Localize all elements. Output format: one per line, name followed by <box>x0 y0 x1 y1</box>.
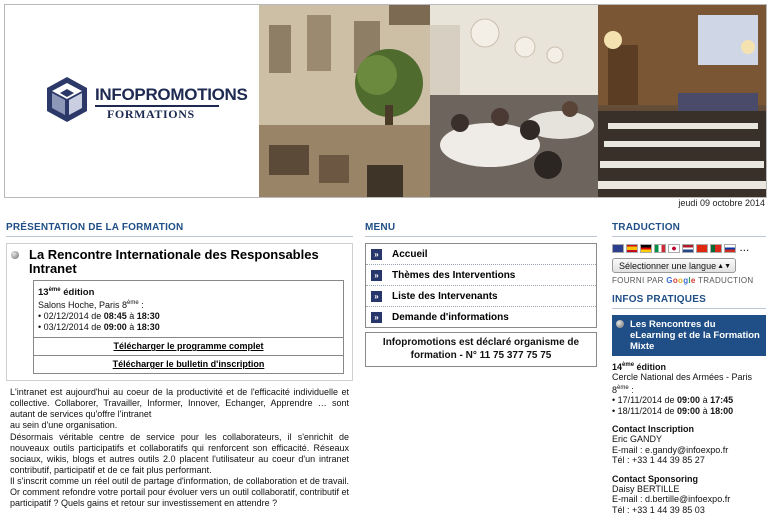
contact-inscription-phone: Tél : +33 1 44 39 85 27 <box>612 455 705 466</box>
sidebar-column <box>612 222 766 515</box>
paragraph: Il s'inscrit comme un réel outil de partage d'information, de collaboration et de travail. Or comment refondre votre portail pour évoluer vers un outil collaboratif, contributif et participatif ? Quels gains et retour sur investissement en attendre ? <box>10 475 349 509</box>
chevron-down-icon: ▲▼ <box>717 263 731 270</box>
current-date: jeudi 09 octobre 2014 <box>678 198 765 208</box>
dining-hall-photo-image <box>430 5 598 197</box>
contact-sponsoring-heading: Contact Sponsoring <box>612 473 698 484</box>
presentation-column <box>6 222 353 509</box>
paragraph: L'intranet est aujourd'hui au coeur de la productivité et de l'efficacité individuelle et collective. Collaborer, Travailler, Informer, Innover, Echanger, Apprendre … sont autant de services qu'offre l'intranet <box>10 387 349 420</box>
menu-item-informations[interactable]: » Demande d'informations <box>366 307 596 327</box>
venue: Cercle National des Armées - Paris 8ème : <box>612 372 753 395</box>
menu-item-intervenants[interactable]: » Liste des Intervenants <box>366 286 596 307</box>
date-line-1: • 17/11/2014 de 09:00 à 17:45 <box>612 395 734 406</box>
download-program-link[interactable]: Télécharger le programme complet <box>34 337 343 355</box>
email-link[interactable]: e.gandy@infoexpo.fr <box>645 444 729 455</box>
flag-es-icon[interactable] <box>626 244 638 253</box>
other-event-card[interactable]: Les Rencontres du eLearning et de la Formation Mixte <box>612 315 766 356</box>
organisation-note: Infopromotions est déclaré organisme de formation - N° 11 75 377 75 75 <box>365 332 597 367</box>
conference-photo-image <box>598 5 766 197</box>
contact-sponsoring-name: Daisy BERTILLE <box>612 484 680 495</box>
flag-de-icon[interactable] <box>640 244 652 253</box>
training-description <box>10 387 349 509</box>
paragraph: Désormais véritable centre de service pour les collaborateurs, il s'enrichit de nouveaux outils participatifs et collaboratifs qui renforcent son efficacité. Réseaux sociaux, wikis, blogs et autres outils 2.0 placent l'utilisateur au coeur d'un intranet contributif, participatif et de ce fait plus performant. <box>10 431 349 475</box>
flag-en-icon[interactable] <box>612 244 624 253</box>
banner-photo-building <box>259 5 430 197</box>
contact-sponsoring-email: E-mail : d.bertille@infoexpo.fr <box>612 494 731 505</box>
presentation-section-title: PRÉSENTATION DE LA FORMATION <box>6 222 353 237</box>
download-form-link[interactable]: Télécharger le bulletin d'inscription <box>34 355 343 373</box>
flag-ru-icon[interactable] <box>724 244 736 253</box>
edition: 13ème édition <box>38 287 95 299</box>
cube-logo-icon <box>43 75 91 123</box>
header-banner <box>4 4 767 198</box>
double-chevron-right-icon: » <box>371 312 382 323</box>
banner-photo-conference <box>598 5 766 197</box>
venue: Salons Hoche, Paris 8ème : <box>38 300 144 311</box>
translation-section-title: TRADUCTION <box>612 222 766 237</box>
double-chevron-right-icon: » <box>371 249 382 260</box>
email-link[interactable]: d.bertille@infoexpo.fr <box>645 494 731 505</box>
more-languages[interactable]: ... <box>740 243 750 253</box>
event-info <box>34 281 343 337</box>
training-title: La Rencontre Internationale des Responsables Intranet <box>29 247 319 276</box>
menu-item-accueil[interactable]: » Accueil <box>366 244 596 265</box>
main-menu <box>365 243 597 328</box>
infopromotions-logo[interactable] <box>43 75 248 131</box>
menu-section-title: MENU <box>365 222 597 237</box>
logo-name: INFOPROMOTIONS <box>95 85 248 104</box>
flag-pt-icon[interactable] <box>710 244 722 253</box>
contact-sponsoring-phone: Tél : +33 1 44 39 85 03 <box>612 504 705 515</box>
powered-by-google[interactable]: FOURNI PAR Google TRADUCTION <box>612 276 754 285</box>
infos-section-title: INFOS PRATIQUES <box>612 294 766 309</box>
contact-inscription-heading: Contact Inscription <box>612 424 695 435</box>
building-photo-image <box>259 5 430 197</box>
logo-subtitle: FORMATIONS <box>107 107 195 121</box>
flag-it-icon[interactable] <box>654 244 666 253</box>
bullet-icon <box>616 320 624 328</box>
contact-inscription-name: Eric GANDY <box>612 434 663 445</box>
double-chevron-right-icon: » <box>371 270 382 281</box>
menu-column <box>365 222 597 367</box>
flag-jp-icon[interactable] <box>668 244 680 253</box>
banner-photo-dining-hall <box>430 5 598 197</box>
edition: 14ème édition <box>612 362 667 372</box>
language-select[interactable]: Sélectionner une langue ▲▼ <box>612 258 736 273</box>
flag-nl-icon[interactable] <box>682 244 694 253</box>
flag-cn-icon[interactable] <box>696 244 708 253</box>
menu-item-themes[interactable]: » Thèmes des Interventions <box>366 265 596 286</box>
event-box <box>33 280 344 374</box>
language-flags <box>612 243 766 253</box>
other-event-details <box>612 360 766 515</box>
date-line-2: • 03/12/2014 de 09:00 à 18:30 <box>38 322 160 333</box>
double-chevron-right-icon: » <box>371 291 382 302</box>
date-line-1: • 02/12/2014 de 08:45 à 18:30 <box>38 311 160 322</box>
bullet-icon <box>11 251 19 259</box>
date-line-2: • 18/11/2014 de 09:00 à 18:00 <box>612 405 734 416</box>
contact-inscription-email: E-mail : e.gandy@infoexpo.fr <box>612 444 729 455</box>
paragraph: au sein d'une organisation. <box>10 420 118 431</box>
training-card <box>6 243 353 381</box>
